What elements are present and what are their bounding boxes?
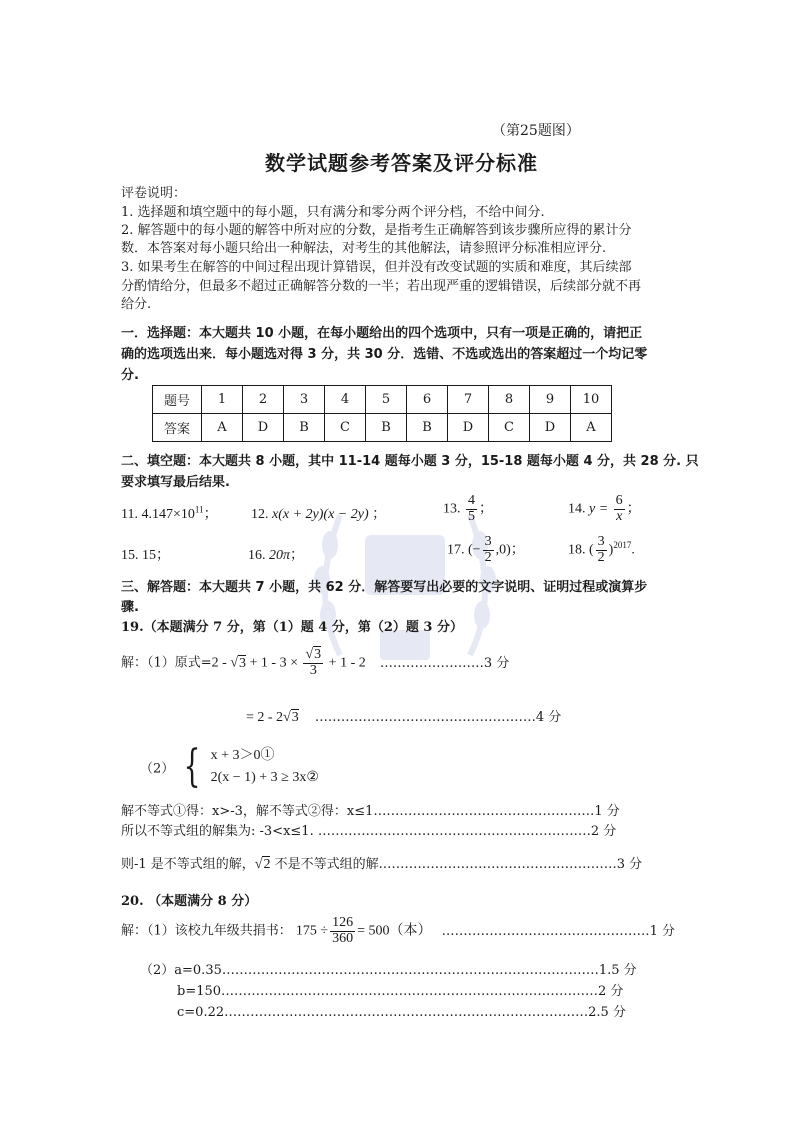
q19-part1-dots: ……………………3 分: [379, 655, 510, 671]
answer-18-post: ): [608, 542, 614, 558]
section1-line2: 确的选项选出来．每小题选对得 3 分，共 30 分．选错、不选或选出的答案超过一个均记零: [121, 347, 648, 362]
q19-part1-result: = 2 - 2√3 ……………………………………………4 分: [246, 710, 562, 725]
section3-line1: 三、解答题：本大题共 7 小题，共 62 分．解答要写出必要的文字说明、证明过程或演算步: [121, 580, 648, 595]
answer-11-value: 4.147×10: [141, 507, 195, 522]
q19-part1-sqrt-a: 3: [239, 655, 247, 671]
answer-18-pre: (: [589, 542, 594, 558]
q20-part2-c: c=0.22…………………………………………………………………………2.5 分: [177, 1005, 626, 1020]
table-cell-answer: C: [489, 414, 530, 442]
answer-12-value: x(x + 2y)(x − 2y): [272, 507, 369, 522]
answer-11-label: 11.: [121, 507, 138, 522]
section2-line2: 要求填写最后结果.: [121, 475, 230, 490]
answer-17-numerator: 3: [484, 534, 492, 549]
table-cell-answer: A: [202, 414, 243, 442]
q19-solution-3-sqrt: 2: [263, 857, 271, 872]
answer-14-lhs: y =: [589, 501, 609, 517]
answer-18-exponent: 2017: [613, 539, 632, 550]
answer-14-numerator: 6: [615, 493, 623, 508]
q20-part1-dots: …………………………………………1 分: [441, 923, 676, 939]
answer-14-denominator: x: [616, 508, 623, 524]
q19-part1: 解：（1）原式=2 - √3 + 1 - 3 × $\frac{√3}{3}$ + 1 - 2 ……………………3 分: [121, 647, 510, 678]
q19-part1-frac-num: 3: [314, 647, 322, 662]
answer-13-numerator: 4: [468, 493, 475, 508]
section1-line1: 一．选择题：本大题共 10 小题，在每小题给出的四个选项中，只有一项是正确的，请把正: [121, 326, 643, 341]
q19-solution-1: 解不等式①得：x>-3，解不等式②得：x≤1……………………………………………1 分: [121, 804, 620, 819]
q19-solution-3-b: 不是不等式组的解.………………………………………………3 分: [270, 857, 643, 872]
system-line-1: x + 3＞0①: [210, 748, 275, 763]
answer-13-denominator: 5: [468, 508, 475, 524]
answer-16-label: 16.: [248, 548, 266, 563]
answer-11: [121, 503, 218, 523]
answer-18-denominator: 2: [597, 549, 605, 565]
answer-12-label: 12.: [251, 507, 269, 522]
note-3a: 3. 如果考生在解答的中间过程出现计算错误，但并没有改变试题的实质和难度，其后续部: [121, 260, 632, 275]
answer-13-label: 13.: [443, 501, 461, 517]
answer-13-end: ；: [479, 501, 493, 517]
note-3c: 给分.: [121, 297, 152, 312]
system-line-2: 2(x − 1) + 3 ≥ 3x②: [210, 770, 319, 785]
table-row-answers: [153, 414, 612, 442]
table-cell-answer: B: [366, 414, 407, 442]
answer-17-pre: (−: [468, 542, 481, 558]
table-answer-label: 答案: [153, 414, 202, 442]
answer-17-post: ,0): [495, 542, 511, 558]
answer-13: [443, 494, 493, 524]
answer-17-end: ；: [510, 542, 525, 558]
table-cell-answer: B: [284, 414, 325, 442]
q20-part1-post: = 500（本）: [357, 923, 432, 939]
notes-heading: 评卷说明：: [121, 186, 187, 201]
q20-part1-denominator: 360: [332, 930, 354, 946]
q20-heading: 20. （本题满分 8 分）: [121, 894, 258, 909]
note-1: 1. 选择题和填空题中的每小题，只有满分和零分两个评分档，不给中间分.: [121, 205, 545, 220]
q20-part1-numerator: 126: [332, 915, 354, 930]
table-cell-number: 3: [284, 386, 325, 414]
note-2b: 数．本答案对每小题只给出一种解法，对考生的其他解法，请参照评分标准相应评分.: [121, 241, 607, 256]
answer-17-label: 17.: [447, 542, 465, 558]
answer-18-end: .: [631, 542, 635, 558]
page-title: 数学试题参考答案及评分标准: [265, 151, 538, 175]
answer-14-label: 14.: [568, 501, 586, 517]
answer-15: 15. 15；: [121, 548, 170, 563]
answer-18-label: 18.: [568, 542, 586, 558]
answer-18-numerator: 3: [597, 534, 605, 549]
answer-12: [251, 503, 386, 523]
table-cell-number: 4: [325, 386, 366, 414]
answer-17: [447, 535, 525, 565]
table-cell-number: 1: [202, 386, 243, 414]
answer-16: [248, 544, 304, 564]
system-brace: {: [184, 741, 201, 792]
note-3b: 分酌情给分，但最多不超过正确解答分数的一半；若出现严重的逻辑错误，后续部分就不再: [121, 279, 642, 294]
section1-line3: 分.: [121, 368, 139, 383]
q19-solution-2: 所以不等式组的解集为: -3<x≤1. ………………………………………………………2 分: [121, 824, 617, 839]
q19-heading: 19.（本题满分 7 分，第（1）题 4 分，第（2）题 3 分）: [121, 620, 463, 635]
q19-part1-label: 解：（1）原式=: [121, 655, 212, 671]
table-cell-answer: A: [571, 414, 612, 442]
q19-solution-3-a: 则-1 是不等式组的解，: [121, 857, 255, 872]
q19-part1-result-expr: = 2 - 2: [246, 710, 284, 725]
table-cell-answer: B: [407, 414, 448, 442]
answer-16-end: ；: [290, 548, 305, 563]
table-cell-number: 7: [448, 386, 489, 414]
answer-12-end: ；: [372, 507, 387, 522]
figure-caption: （第25题图）: [492, 123, 580, 139]
section3-line2: 骤.: [121, 600, 139, 615]
answer-11-exponent: 11: [194, 504, 204, 515]
note-2a: 2. 解答题中的每小题的解答中所对应的分数，是指考生正确解答到该步骤所应得的累计分: [121, 223, 632, 238]
answer-17-denominator: 2: [484, 549, 492, 565]
table-row-numbers: [153, 386, 612, 414]
table-cell-answer: D: [448, 414, 489, 442]
q19-part1-result-sqrt: 3: [291, 710, 299, 725]
table-cell-number: 10: [571, 386, 612, 414]
q19-part1-expr-a: 2 -: [211, 655, 231, 671]
answer-14-end: ；: [626, 501, 641, 517]
table-cell-answer: D: [243, 414, 284, 442]
q19-part1-result-dots: ……………………………………………4 分: [314, 710, 562, 725]
answer-18: [568, 535, 635, 565]
q19-part2-label: （2）: [140, 761, 175, 777]
answer-table: [152, 385, 612, 442]
section2-line1: 二、填空题：本大题共 8 小题，其中 11-14 题每小题 3 分，15-18 题每小题 4 分，共 28 分. 只: [121, 454, 699, 469]
answer-16-value: 20π: [269, 548, 291, 563]
q19-solution-3: 则-1 是不等式组的解，√2 不是不等式组的解.………………………………………………3 分: [121, 857, 643, 872]
table-header-label: 题号: [153, 386, 202, 414]
q19-part2: [140, 741, 319, 792]
table-cell-number: 5: [366, 386, 407, 414]
q20-part2-a: （2）a=0.35……………………………………………………………………………1.5 分: [140, 963, 637, 978]
q19-part1-frac-den: 3: [309, 662, 317, 678]
q20-part1-pre: 175 ÷: [295, 923, 329, 939]
table-cell-answer: D: [530, 414, 571, 442]
table-cell-number: 8: [489, 386, 530, 414]
answer-14: [568, 494, 641, 524]
q20-part1: [121, 916, 675, 946]
q20-part1-label: 解：（1）该校九年级共捐书：: [121, 923, 292, 939]
answer-11-end: ；: [203, 507, 218, 522]
q19-part1-expr-c: + 1 - 2: [325, 655, 366, 671]
table-cell-number: 9: [530, 386, 571, 414]
q19-part1-expr-b: + 1 - 3 ×: [246, 655, 302, 671]
table-cell-number: 2: [243, 386, 284, 414]
table-cell-number: 6: [407, 386, 448, 414]
table-cell-answer: C: [325, 414, 366, 442]
q20-part2-b: b=150……………………………………………………………………………2 分: [177, 984, 624, 999]
